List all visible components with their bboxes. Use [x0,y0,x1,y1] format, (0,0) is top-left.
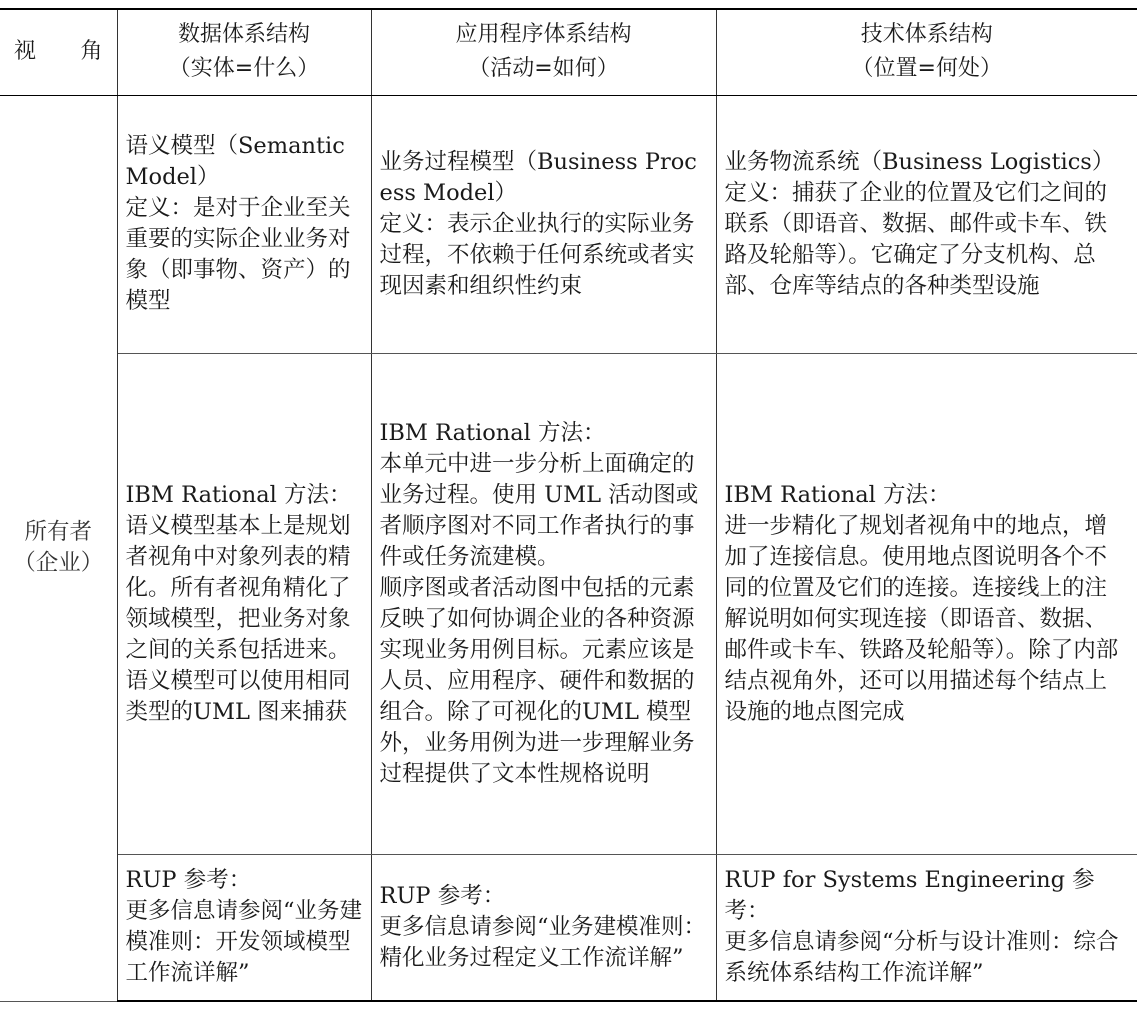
column-header-data [117,9,371,95]
cell-body: 更多信息请参阅“业务建模准则：精化业务过程定义工作流详解” [379,913,707,971]
cell-title: 业务过程模型（Business Process Model） [379,148,697,206]
column-header-technology [716,9,1137,95]
table-cell [117,854,371,1001]
cell-title: RUP for Systems Engineering 参考： [724,867,1095,925]
column-subtitle: （实体=什么） [168,56,320,82]
header-row [0,9,1137,95]
table-cell [371,854,716,1001]
cell-body: 更多信息请参阅“业务建模准则：开发领域模型工作流详解” [125,898,363,987]
table-row [0,854,1137,1001]
cell-body: 顺序图或者活动图中包括的元素反映了如何协调企业的各种资源实现业务用例目标。元素应该是人员、应用程序、硬件和数据的组合。除了可视化的UML 模型外，业务用例为进一步理解业务过程提供了文本性规格说明 [379,574,695,787]
cell-body: 定义：是对于企业至关重要的实际企业业务对象（即事物、资产）的模型 [125,195,351,314]
column-subtitle: （活动=如何） [468,56,619,82]
cell-body: 进一步精化了规划者视角中的地点，增加了连接信息。使用地点图说明各个不同的位置及它们的连接。连接线上的注解说明如何实现连接（即语音、数据、邮件或卡车、铁路及轮船等）。除了内部结点视角外，还可以用描述每个结点上设施的地点图完成 [724,512,1119,725]
table-row [0,353,1137,854]
table-row [0,95,1137,353]
cell-body: 定义：捕获了企业的位置及它们之间的联系（即语音、数据、邮件或卡车、铁路及轮船等）。它确定了分支机构、总部、仓库等结点的各种类型设施 [724,179,1108,299]
table-cell [716,353,1137,854]
column-header-application [371,9,716,95]
cell-title: IBM Rational 方法： [125,481,352,508]
cell-title: RUP 参考： [125,867,252,894]
table-cell [117,353,371,854]
row-header-line: 所有者 [24,519,92,545]
cell-title: IBM Rational 方法： [379,419,606,446]
table-cell [371,95,716,353]
cell-title: RUP 参考： [379,882,506,909]
table-cell [371,353,716,854]
corner-header: 视 角 [0,9,117,95]
column-title: 技术体系结构 [860,22,993,48]
column-title: 数据体系结构 [177,22,310,48]
column-subtitle: （位置=何处） [851,56,1002,82]
cell-title: 语义模型（Semantic Model） [125,133,345,190]
table-cell [716,854,1137,1001]
cell-body: 本单元中进一步分析上面确定的业务过程。使用 UML 活动图或者顺序图对不同工作者执行的事件或任务流建模。 [379,450,699,570]
table-cell [117,95,371,353]
row-header-owner [0,95,117,1001]
cell-title: 业务物流系统（Business Logistics） [724,148,1115,175]
column-title: 应用程序体系结构 [455,22,632,48]
cell-body: 语义模型基本上是规划者视角中对象列表的精化。所有者视角精化了领域模型，把业务对象之间的关系包括进来。语义模型可以使用相同类型的UML 图来捕获 [125,512,351,725]
table-cell [716,95,1137,353]
row-header-line: （企业） [13,550,104,576]
cell-title: IBM Rational 方法： [724,481,951,508]
architecture-table [0,8,1137,1002]
cell-body: 定义：表示企业执行的实际业务过程，不依赖于任何系统或者实现因素和组织性约束 [379,210,695,299]
cell-body: 更多信息请参阅“分析与设计准则：综合系统体系结构工作流详解” [724,929,1119,987]
